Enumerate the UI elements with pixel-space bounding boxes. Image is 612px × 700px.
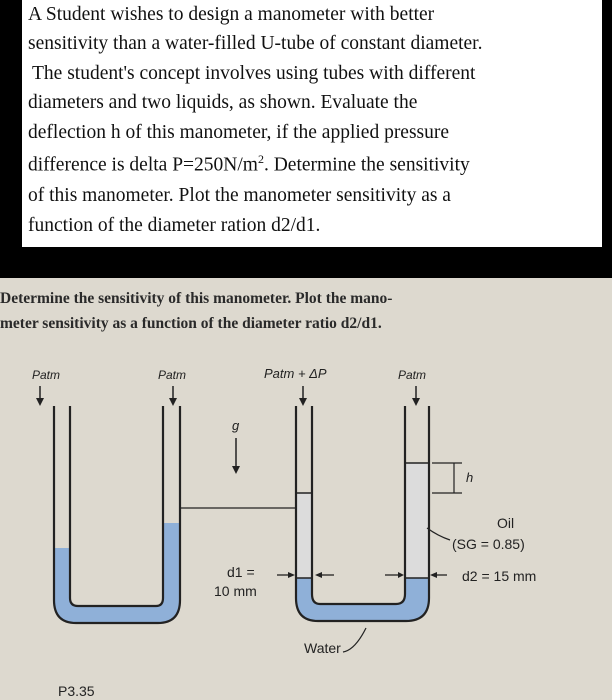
problem-line-3: The student's concept involves using tubes with different [32, 63, 476, 84]
textbook-photo [0, 278, 612, 700]
label-d1-value: 10 mm [214, 583, 257, 599]
problem-line-1: A Student wishes to design a manometer with better [28, 4, 435, 25]
d1-arrow-left [315, 572, 322, 578]
book-line-1: Determine the sensitivity of this manometer. Plot the mano- [0, 290, 393, 307]
problem-number: P3.35 [58, 683, 95, 699]
problem-line-7: of this manometer. Plot the manometer sensitivity as a [28, 185, 451, 206]
manometer-figure [0, 278, 612, 700]
left-manometer-water [54, 523, 180, 623]
label-patm-plus-dp: Patm + ΔP [264, 366, 327, 381]
water-leader [343, 628, 366, 652]
problem-line-4: diameters and two liquids, as shown. Evaluate the [28, 92, 418, 113]
d1-arrow-right [288, 572, 295, 578]
right-manometer-water [296, 578, 429, 621]
label-g: g [232, 418, 240, 433]
label-oil: Oil [497, 515, 515, 531]
oil-leader [427, 528, 450, 540]
label-patm-1: Patm [32, 368, 61, 382]
arrow-patm-1 [36, 398, 44, 406]
label-patm-2: Patm [158, 368, 187, 382]
problem-line-6: difference is delta $P=250N/m^2$. Determine the sensitivity [28, 152, 470, 176]
arrow-patm-2 [169, 398, 177, 406]
arrow-patm-4 [412, 398, 420, 406]
label-d1: d1 = [227, 564, 255, 580]
problem-line-8: function of the diameter ration d2/d1. [28, 215, 321, 236]
gravity-arrow [232, 466, 240, 474]
problem-line-5: deflection h of this manometer, if the applied pressure [28, 122, 450, 143]
problem-statement [20, 0, 602, 247]
d2-arrow-left [430, 572, 437, 578]
left-manometer-tube [54, 406, 180, 623]
book-line-2: meter sensitivity as a function of the diameter ratio d2/d1. [0, 315, 382, 332]
problem-line-2: sensitivity than a water-filled U-tube of constant diameter. [28, 33, 483, 54]
label-oil-sg: (SG = 0.85) [452, 536, 525, 552]
right-manometer-oil-right [405, 463, 429, 578]
d2-arrow-right [398, 572, 404, 578]
right-manometer-oil-left [296, 493, 312, 578]
label-d2: d2 = 15 mm [462, 568, 537, 584]
label-water: Water [304, 640, 341, 656]
label-patm-4: Patm [398, 368, 427, 382]
arrow-patm-dp [299, 398, 307, 406]
label-h: h [466, 470, 474, 485]
